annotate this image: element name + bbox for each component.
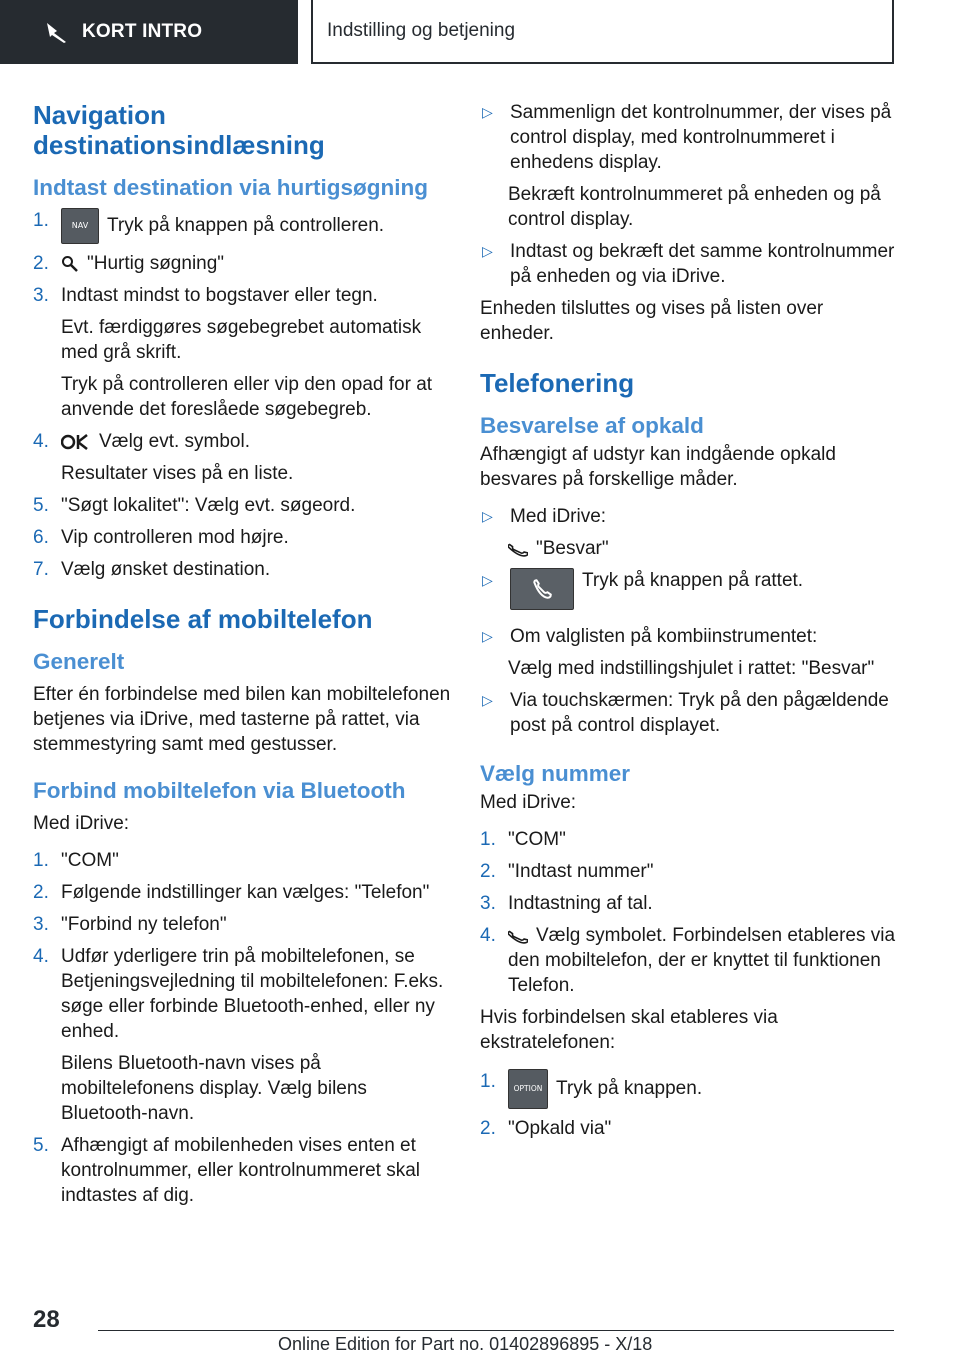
paragraph: Enheden tilsluttes og vises på listen over enheder. — [480, 298, 824, 344]
list-item: 2. "Hurtig søgning" — [33, 253, 225, 274]
bullet-item: ▷ Med iDrive: — [482, 506, 607, 527]
paragraph: Afhængigt af udstyr kan indgående opkald besvares på forskellige måder. — [480, 444, 836, 490]
bullet-item: ▷ Indtast og bekræft det samme kontrolnummer på enheden og via iDrive. — [482, 241, 895, 287]
steering-phone-button-image — [510, 568, 574, 610]
phone-handset-icon — [531, 578, 553, 600]
list-item: 1. OPTION Tryk på knappen. — [480, 1069, 898, 1109]
heading-bluetooth: Forbind mobiltelefon via Bluetooth — [33, 778, 406, 803]
list-item: 2. "Opkald via" — [480, 1118, 612, 1139]
note: Bilens Bluetooth-navn vises på mobiltelefonens display. Vælg bilens Bluetooth-navn. — [61, 1053, 367, 1124]
magnifier-icon — [61, 255, 79, 273]
bullet-item: ▷ Sammenlign det kontrolnummer, der vises på control display, med kontrolnummeret i enhedens display. — [482, 102, 892, 173]
note: "Besvar" — [508, 536, 898, 561]
bullet-item: ▷ Om valglisten på kombiinstrumentet: — [482, 626, 818, 647]
bullet-triangle-icon: ▷ — [482, 104, 493, 120]
paragraph: Med iDrive: — [33, 813, 130, 834]
paragraph: Efter én forbindelse med bilen kan mobiltelefonen betjenes via iDrive, med tasterne på rattet, via stemmestyring samt med gestusser. — [33, 684, 451, 755]
heading-quick-search: Indtast destination via hurtigsøgning — [33, 175, 429, 200]
right-column — [480, 100, 898, 1148]
heading-answer-call: Besvarelse af opkald — [480, 413, 704, 438]
phone-handset-icon — [508, 540, 528, 558]
chapter-label: Indstilling og betjening — [327, 20, 516, 41]
paragraph: Hvis forbindelsen skal etableres via ekstratelefonen: — [480, 1007, 778, 1053]
page-number: 28 — [33, 1306, 60, 1333]
list-item: 3. "Forbind ny telefon" — [33, 914, 227, 935]
bullet-triangle-icon: ▷ — [482, 243, 493, 259]
note: Tryk på controlleren eller vip den opad for at anvende det foreslåede søgebegreb. — [61, 374, 433, 420]
heading-telephony: Telefonering — [480, 368, 635, 398]
bullet-item: ▷ Via touchskærmen: Tryk på den pågældende post på control displayet. — [482, 690, 889, 736]
list-item: 4. Udfør yderligere trin på mobiltelefonen, se Betjeningsvejledning til mobiltelefonen: F.eks. søge eller forbinde Bluetooth-enhed, eller ny enhed. — [33, 946, 444, 1042]
note: Vælg med indstillingshjulet i rattet: "Besvar" — [508, 658, 875, 679]
list-item: 1. NAV Tryk på knappen på controlleren. — [33, 208, 451, 244]
list-item: 5. "Søgt lokalitet": Vælg evt. søgeord. — [33, 495, 356, 516]
list-item: 7. Vælg ønsket destination. — [33, 559, 271, 580]
chapter-tab[interactable] — [311, 0, 894, 64]
bullet-triangle-icon: ▷ — [482, 628, 493, 644]
bullet-triangle-icon: ▷ — [482, 572, 493, 588]
heading-phone-connection: Forbindelse af mobiltelefon — [33, 604, 373, 634]
phone-handset-icon — [508, 927, 528, 945]
list-item: 2. "Indtast nummer" — [480, 861, 654, 882]
heading-dial-number: Vælg nummer — [480, 761, 631, 786]
heading-general: Generelt — [33, 649, 125, 674]
left-column — [33, 100, 451, 1215]
list-item: 3. Indtast mindst to bogstaver eller tegn. — [33, 285, 378, 306]
list-item: 1. "COM" — [480, 829, 566, 850]
list-item: 4. Vælg evt. symbol. — [33, 431, 250, 452]
bullet-item: ▷ Tryk på knappen på rattet. — [480, 568, 898, 610]
section-label: KORT INTRO — [82, 21, 203, 42]
footer-divider — [98, 1330, 894, 1331]
note: Bekræft kontrolnummeret på enheden og på control display. — [508, 184, 881, 230]
section-tab[interactable] — [0, 0, 298, 64]
edition-text: Online Edition for Part no. 01402896895 - X/18 — [278, 1334, 653, 1354]
option-button-image: OPTION — [508, 1069, 548, 1109]
list-item: 2. Følgende indstillinger kan vælges: "Telefon" — [33, 882, 430, 903]
bullet-triangle-icon: ▷ — [482, 508, 493, 524]
heading-navigation: Navigation destinationsindlæsning — [33, 100, 325, 160]
note: Evt. færdiggøres søgebegrebet automatisk med grå skrift. — [61, 317, 422, 363]
nav-button-image: NAV — [61, 208, 99, 244]
list-item: 6. Vip controlleren mod højre. — [33, 527, 289, 548]
list-item: 4. Vælg symbolet. Forbindelsen etableres via den mobiltelefon, der er knyttet til funktionen Telefon. — [480, 925, 896, 996]
direction-arrow-icon — [44, 19, 70, 45]
bullet-triangle-icon: ▷ — [482, 692, 493, 708]
note: Resultater vises på en liste. — [61, 463, 294, 484]
list-item: 3. Indtastning af tal. — [480, 893, 653, 914]
ok-symbol-icon — [61, 432, 91, 452]
paragraph: Med iDrive: — [480, 792, 577, 813]
list-item: 5. Afhængigt af mobilenheden vises enten et kontrolnummer, eller kontrolnummeret skal indtastes af dig. — [33, 1135, 421, 1206]
list-item: 1. "COM" — [33, 850, 119, 871]
